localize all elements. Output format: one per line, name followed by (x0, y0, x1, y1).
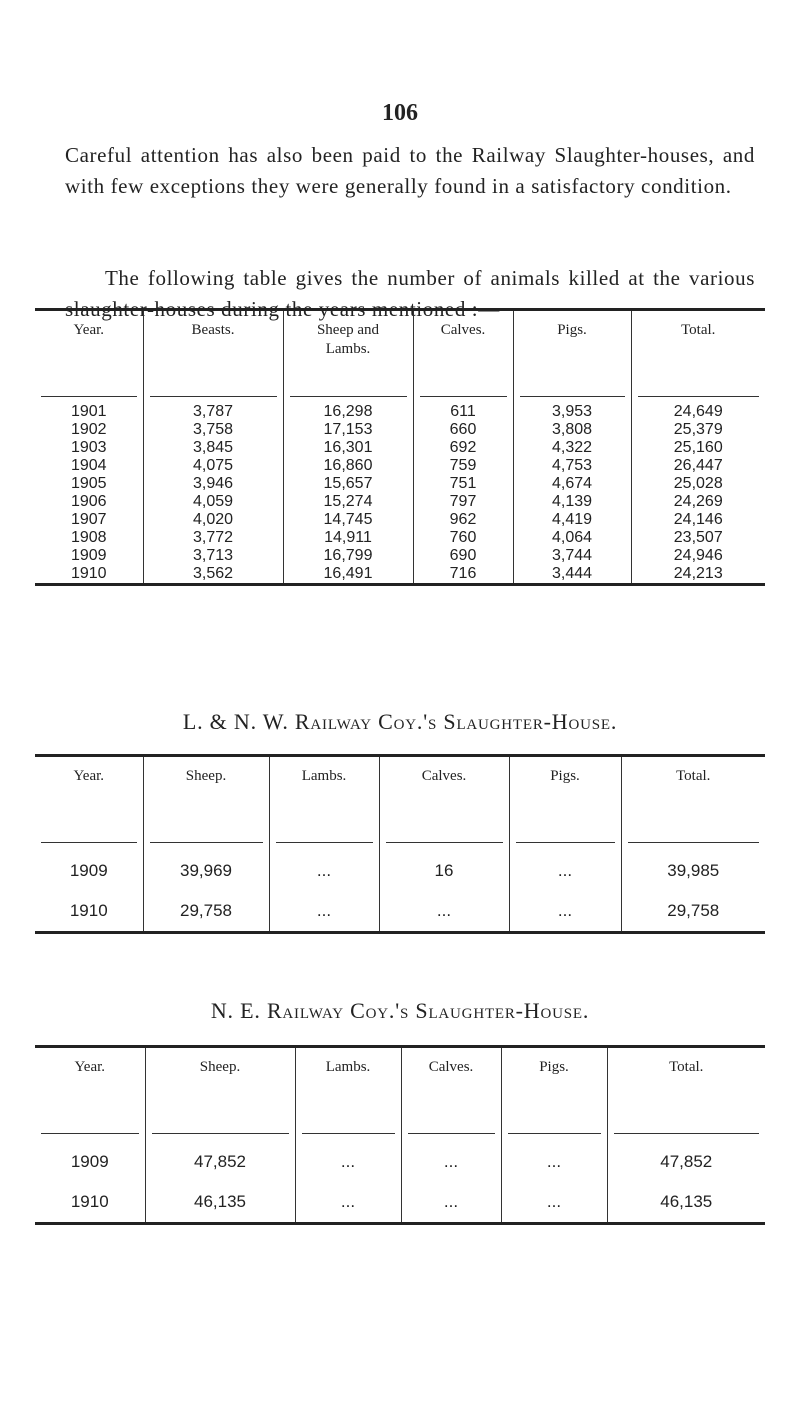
table-cell: 24,269 (631, 493, 765, 511)
table-cell: 3,953 (513, 397, 631, 421)
table-cell: 1909 (69, 861, 108, 880)
table-row (35, 493, 765, 511)
col-header-sheep: Sheep. (143, 756, 269, 843)
table-cell: ... (269, 891, 379, 933)
table-cell: ... (401, 1182, 501, 1224)
table-cell: 46,135 (607, 1182, 765, 1224)
table-cell: ... (501, 1182, 607, 1224)
col-header-calves: Calves. (379, 756, 509, 843)
table-cell: 3,444 (513, 565, 631, 585)
slaughter-houses-table (35, 308, 765, 586)
table-cell: 23,507 (631, 529, 765, 547)
col-header-pigs: Pigs. (509, 756, 621, 843)
table-cell: 1910 (69, 901, 108, 920)
table-cell: 962 (413, 511, 513, 529)
col-header-sheep-lambs: Sheep and Lambs. (283, 310, 413, 397)
table-cell: 1906 (70, 493, 107, 510)
table-cell: 3,946 (143, 475, 283, 493)
col-header-sheep: Sheep. (145, 1047, 295, 1134)
table-row (35, 439, 765, 457)
table-cell: ... (501, 1134, 607, 1182)
lnw-heading: L. & N. W. Railway Coy.'s Slaughter-House. (182, 709, 618, 734)
table-cell: 716 (413, 565, 513, 585)
table-cell: 4,064 (513, 529, 631, 547)
table-cell: 16 (379, 843, 509, 891)
table-cell: 16,298 (283, 397, 413, 421)
col-header-total: Total. (631, 310, 765, 397)
table-cell: 24,649 (631, 397, 765, 421)
table-cell: 3,808 (513, 421, 631, 439)
table-cell: 3,787 (143, 397, 283, 421)
table-cell: 1901 (70, 403, 107, 420)
table-cell: 751 (413, 475, 513, 493)
table-intro-paragraph: The following table gives the number of animals killed at the various slaughter-houses during the years mentioned :— (65, 266, 755, 321)
table-cell: 26,447 (631, 457, 765, 475)
ne-heading: N. E. Railway Coy.'s Slaughter-House. (210, 998, 590, 1023)
col-header-year: Year. (73, 322, 105, 338)
table-cell: 690 (413, 547, 513, 565)
table-cell: 25,160 (631, 439, 765, 457)
table-cell: 1907 (70, 511, 107, 528)
table-cell: 3,845 (143, 439, 283, 457)
table-cell: 1908 (70, 529, 107, 546)
table-cell: 797 (413, 493, 513, 511)
table-cell: ... (509, 891, 621, 933)
col-header-year: Year. (73, 768, 105, 784)
table-cell: 4,059 (143, 493, 283, 511)
intro-paragraph: Careful attention has also been paid to the Railway Slaughter-houses, and with few exceptions they were generally found in a satisfactory condition. (65, 143, 755, 198)
table-cell: 1909 (70, 1152, 109, 1171)
table-cell: 15,657 (283, 475, 413, 493)
table-cell: 16,301 (283, 439, 413, 457)
table-cell: ... (295, 1134, 401, 1182)
table-cell: 25,028 (631, 475, 765, 493)
table-row (35, 421, 765, 439)
table-cell: 692 (413, 439, 513, 457)
table-cell: 4,139 (513, 493, 631, 511)
table-cell: 1910 (70, 1192, 109, 1211)
table-cell: 15,274 (283, 493, 413, 511)
table-cell: 14,911 (283, 529, 413, 547)
table-cell: ... (379, 891, 509, 933)
table-cell: 3,758 (143, 421, 283, 439)
table-row (35, 1134, 765, 1182)
table-cell: 660 (413, 421, 513, 439)
table-cell: 4,674 (513, 475, 631, 493)
col-header-pigs: Pigs. (513, 310, 631, 397)
table-cell: 1903 (70, 439, 107, 456)
table-cell: 1909 (70, 547, 107, 564)
table-row (35, 565, 765, 585)
table-cell: 16,799 (283, 547, 413, 565)
table-cell: 4,075 (143, 457, 283, 475)
table-row (35, 475, 765, 493)
col-header-total: Total. (607, 1047, 765, 1134)
table-cell: 24,213 (631, 565, 765, 585)
col-header-total: Total. (621, 756, 765, 843)
table-cell: 47,852 (607, 1134, 765, 1182)
table-cell: 4,419 (513, 511, 631, 529)
table-cell: 3,744 (513, 547, 631, 565)
table-cell: ... (401, 1134, 501, 1182)
table-cell: 1910 (70, 565, 107, 582)
table-cell: 1904 (70, 457, 107, 474)
table-cell: 47,852 (145, 1134, 295, 1182)
table-row (35, 529, 765, 547)
col-header-year: Year. (74, 1059, 106, 1075)
ne-slaughter-house-table (35, 1045, 765, 1225)
table-cell: ... (295, 1182, 401, 1224)
table-cell: 29,758 (143, 891, 269, 933)
table-cell: 29,758 (621, 891, 765, 933)
table-cell: 4,322 (513, 439, 631, 457)
table-cell: 14,745 (283, 511, 413, 529)
table-row (35, 457, 765, 475)
table-cell: 4,020 (143, 511, 283, 529)
lnw-slaughter-house-table (35, 754, 765, 934)
table-cell: 39,985 (621, 843, 765, 891)
table-cell: 16,491 (283, 565, 413, 585)
table-row (35, 397, 765, 421)
table-row (35, 843, 765, 891)
table-cell: ... (509, 843, 621, 891)
table-cell: 759 (413, 457, 513, 475)
table-row (35, 1182, 765, 1224)
table-cell: 611 (413, 397, 513, 421)
table-cell: 1902 (70, 421, 107, 438)
table-cell: 24,146 (631, 511, 765, 529)
table-cell: ... (269, 843, 379, 891)
col-header-beasts: Beasts. (143, 310, 283, 397)
col-header-calves: Calves. (413, 310, 513, 397)
col-header-lambs: Lambs. (295, 1047, 401, 1134)
col-header-lambs: Lambs. (269, 756, 379, 843)
table-cell: 25,379 (631, 421, 765, 439)
page-number: 106 (382, 100, 418, 126)
table-cell: 3,713 (143, 547, 283, 565)
table-cell: 4,753 (513, 457, 631, 475)
table-cell: 3,562 (143, 565, 283, 585)
col-header-pigs: Pigs. (501, 1047, 607, 1134)
table-row (35, 511, 765, 529)
table-cell: 760 (413, 529, 513, 547)
table-cell: 24,946 (631, 547, 765, 565)
table-cell: 46,135 (145, 1182, 295, 1224)
table-cell: 16,860 (283, 457, 413, 475)
col-header-calves: Calves. (401, 1047, 501, 1134)
table-cell: 39,969 (143, 843, 269, 891)
table-row (35, 891, 765, 933)
table-cell: 3,772 (143, 529, 283, 547)
table-cell: 17,153 (283, 421, 413, 439)
table-cell: 1905 (70, 475, 107, 492)
table-row (35, 547, 765, 565)
